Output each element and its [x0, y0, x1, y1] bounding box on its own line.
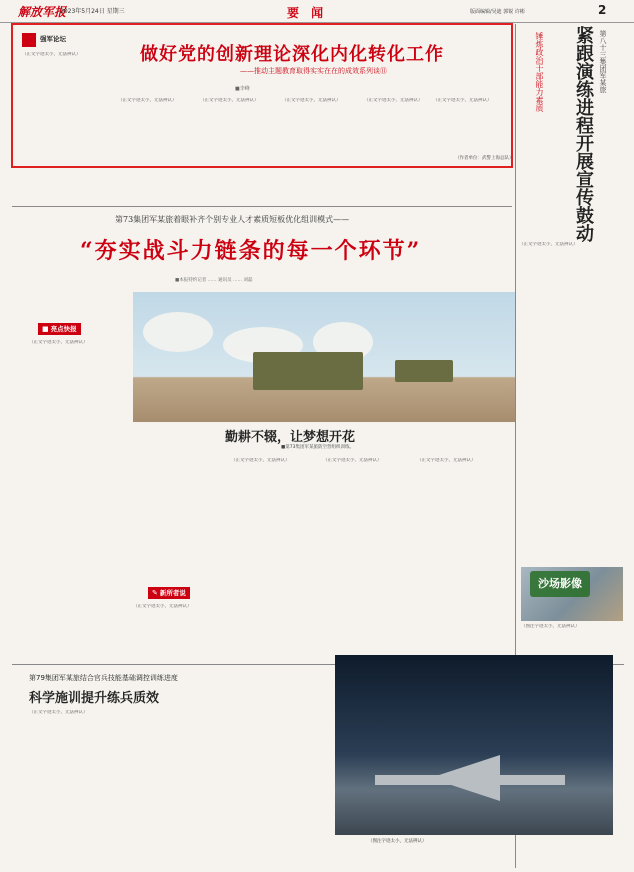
rocket-launch-photo[interactable]	[133, 292, 515, 422]
feature-body-col3: （正文字迹太小，无法辨认）	[231, 458, 290, 463]
lead-body-col1: （正文字迹太小，无法辨认）	[22, 52, 81, 57]
photo-story-title[interactable]: 勤耕不辍，让梦想开花	[225, 430, 356, 445]
bottom-title[interactable]: 科学施训提升练兵质效	[29, 691, 160, 706]
feature-body-col2: （正文字迹太小，无法辨认）	[133, 604, 192, 609]
jet-photo-caption: （图注字迹太小，无法辨认）	[368, 839, 427, 844]
section-title: 要 闻	[287, 6, 328, 20]
bottom-kicker: 第79集团军某旅结合官兵技能基础调控训练进度	[29, 674, 178, 682]
news-label-text: 新所者说	[159, 589, 186, 597]
editors-line: 版面编辑/吴迪 郭锐 许彬	[470, 9, 525, 15]
rocket-launcher-truck	[253, 352, 363, 390]
divider-line	[12, 206, 512, 207]
highlight-label	[38, 323, 81, 335]
lead-body-col2: （正文字迹太小，无法辨认）	[118, 98, 177, 103]
masthead-logo: 解放军报	[18, 5, 67, 19]
lead-body-col3: （正文字迹太小，无法辨认）	[200, 98, 259, 103]
rocket-launcher-truck	[395, 360, 453, 382]
snapshot-caption: （图注字迹太小，无法辨认）	[521, 624, 580, 629]
feature-title[interactable]: “夯实战斗力链条的每一个环节”	[80, 238, 422, 264]
fighter-jet-photo[interactable]	[335, 655, 613, 835]
column-name: 强军论坛	[40, 35, 66, 43]
bottom-body: （正文字迹太小，无法辨认）	[29, 710, 88, 715]
lead-author-note: （作者单位：武警上海总队）	[455, 156, 514, 161]
dateline: 2023年5月24日 星期三	[60, 8, 125, 15]
star-flag-icon	[22, 33, 36, 47]
feature-body-col4: （正文字迹太小，无法辨认）	[323, 458, 382, 463]
pen-icon: ✎	[152, 589, 158, 597]
flag-icon: ■	[42, 325, 49, 333]
lead-byline: ■李峰	[235, 86, 250, 92]
photo-story-caption: ■第73集团军某旅防空营组织训练。	[281, 445, 354, 450]
feature-kicker: 第73集团军某旅着眼补齐个别专业人才素质短板优化组训模式——	[115, 215, 350, 224]
lead-body-col6: （正文字迹太小，无法辨认）	[433, 98, 492, 103]
feature-body-col1: （正文字迹太小，无法辨认）	[29, 340, 88, 345]
page-number: 2	[598, 3, 607, 17]
news-label	[148, 587, 190, 599]
highlight-label-text: 亮点快报	[50, 325, 77, 333]
lead-body-col5: （正文字迹太小，无法辨认）	[364, 98, 423, 103]
feature-body-col5: （正文字迹太小，无法辨认）	[417, 458, 476, 463]
feature-byline: ■本报特约记者 …… 通讯员 …… 刘磊	[175, 278, 253, 283]
lead-title[interactable]: 做好党的创新理论深化内化转化工作	[140, 44, 444, 65]
snapshot-label: 沙场影像	[530, 571, 590, 597]
right-story-kicker: 第八十三集团军某旅	[599, 30, 607, 93]
right-story-subtitle: 锤炼政治干部能力素质	[535, 32, 544, 112]
right-story-body: （正文字迹太小，无法辨认）	[519, 242, 578, 247]
right-story-title[interactable]: 紧跟演练进程开展宣传鼓动	[573, 26, 594, 242]
lead-subtitle: ——推动主题教育取得实实在在的成效系列谈⑪	[240, 67, 387, 75]
jet-wing	[430, 755, 500, 801]
lead-body-col4: （正文字迹太小，无法辨认）	[282, 98, 341, 103]
smoke-cloud	[143, 312, 213, 352]
